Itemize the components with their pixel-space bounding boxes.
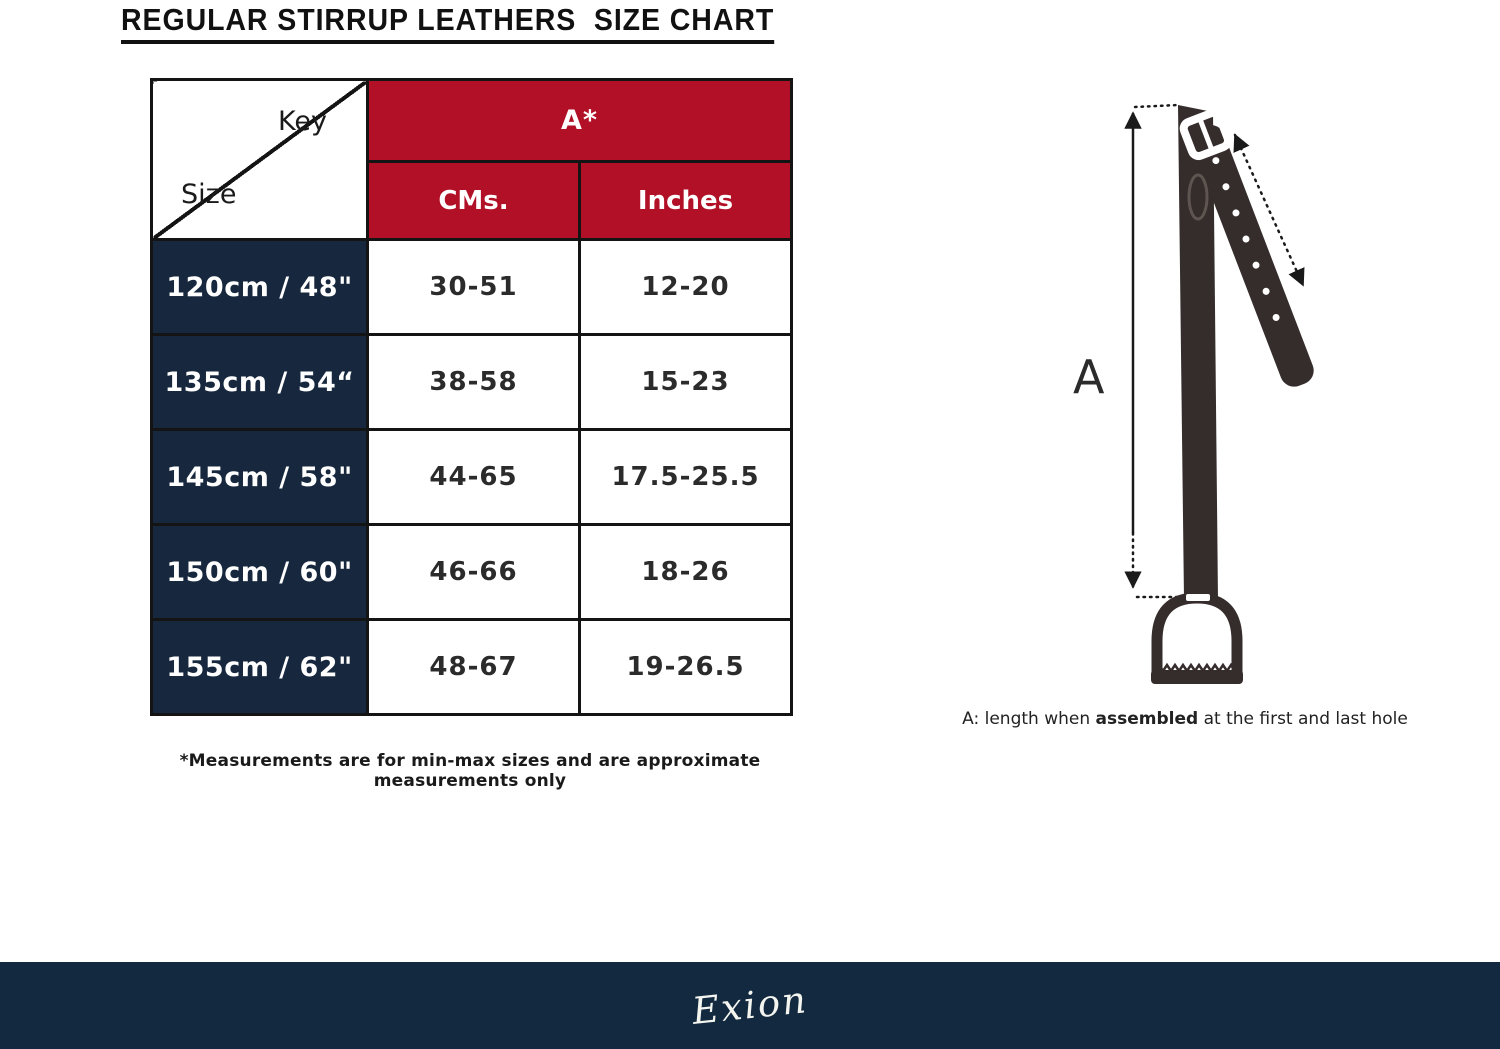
row-inch-value: 17.5-25.5 [580, 430, 792, 525]
corner-key-label: Key [278, 106, 327, 137]
table-row [152, 240, 792, 335]
row-cms-value: 46-66 [368, 525, 580, 620]
table-row [152, 525, 792, 620]
corner-size-label: Size [181, 179, 237, 210]
row-inch-value: 18-26 [580, 525, 792, 620]
row-cms-value: 44-65 [368, 430, 580, 525]
measure-line-a [1133, 105, 1178, 597]
row-inch-value: 15-23 [580, 335, 792, 430]
size-chart-table-wrap [150, 78, 793, 716]
row-inch-value: 19-26.5 [580, 620, 792, 715]
table-row [152, 335, 792, 430]
caption-suffix: at the first and last hole [1198, 709, 1408, 729]
row-size-label: 120cm / 48" [152, 240, 368, 335]
row-size-label: 150cm / 60" [152, 525, 368, 620]
column-header-inches: Inches [580, 162, 792, 240]
brand-logo: Exion [690, 978, 810, 1033]
group-header-a: A* [368, 80, 792, 162]
row-size-label: 135cm / 54“ [152, 335, 368, 430]
page-title: REGULAR STIRRUP LEATHERS SIZE CHART [121, 2, 774, 44]
table-row [152, 620, 792, 715]
footer-bar [0, 962, 1500, 1049]
corner-cell [152, 80, 368, 240]
stirrup-iron [1151, 594, 1243, 684]
caption-bold: assembled [1095, 709, 1199, 729]
measure-label-a: A [1073, 350, 1105, 404]
stirrup-leather-illustration [1045, 85, 1405, 705]
row-size-label: 145cm / 58" [152, 430, 368, 525]
row-cms-value: 48-67 [368, 620, 580, 715]
row-cms-value: 38-58 [368, 335, 580, 430]
buckle [1182, 111, 1230, 158]
size-chart-table [150, 78, 793, 716]
row-cms-value: 30-51 [368, 240, 580, 335]
measurements-footnote: *Measurements are for min-max sizes and are approximate measurements only [179, 751, 761, 791]
table-row [152, 430, 792, 525]
stirrup-leather-diagram [1045, 85, 1405, 705]
row-size-label: 155cm / 62" [152, 620, 368, 715]
column-header-cms: CMs. [368, 162, 580, 240]
row-inch-value: 12-20 [580, 240, 792, 335]
diagram-caption [950, 709, 1420, 729]
caption-prefix: A: length when [962, 709, 1096, 729]
